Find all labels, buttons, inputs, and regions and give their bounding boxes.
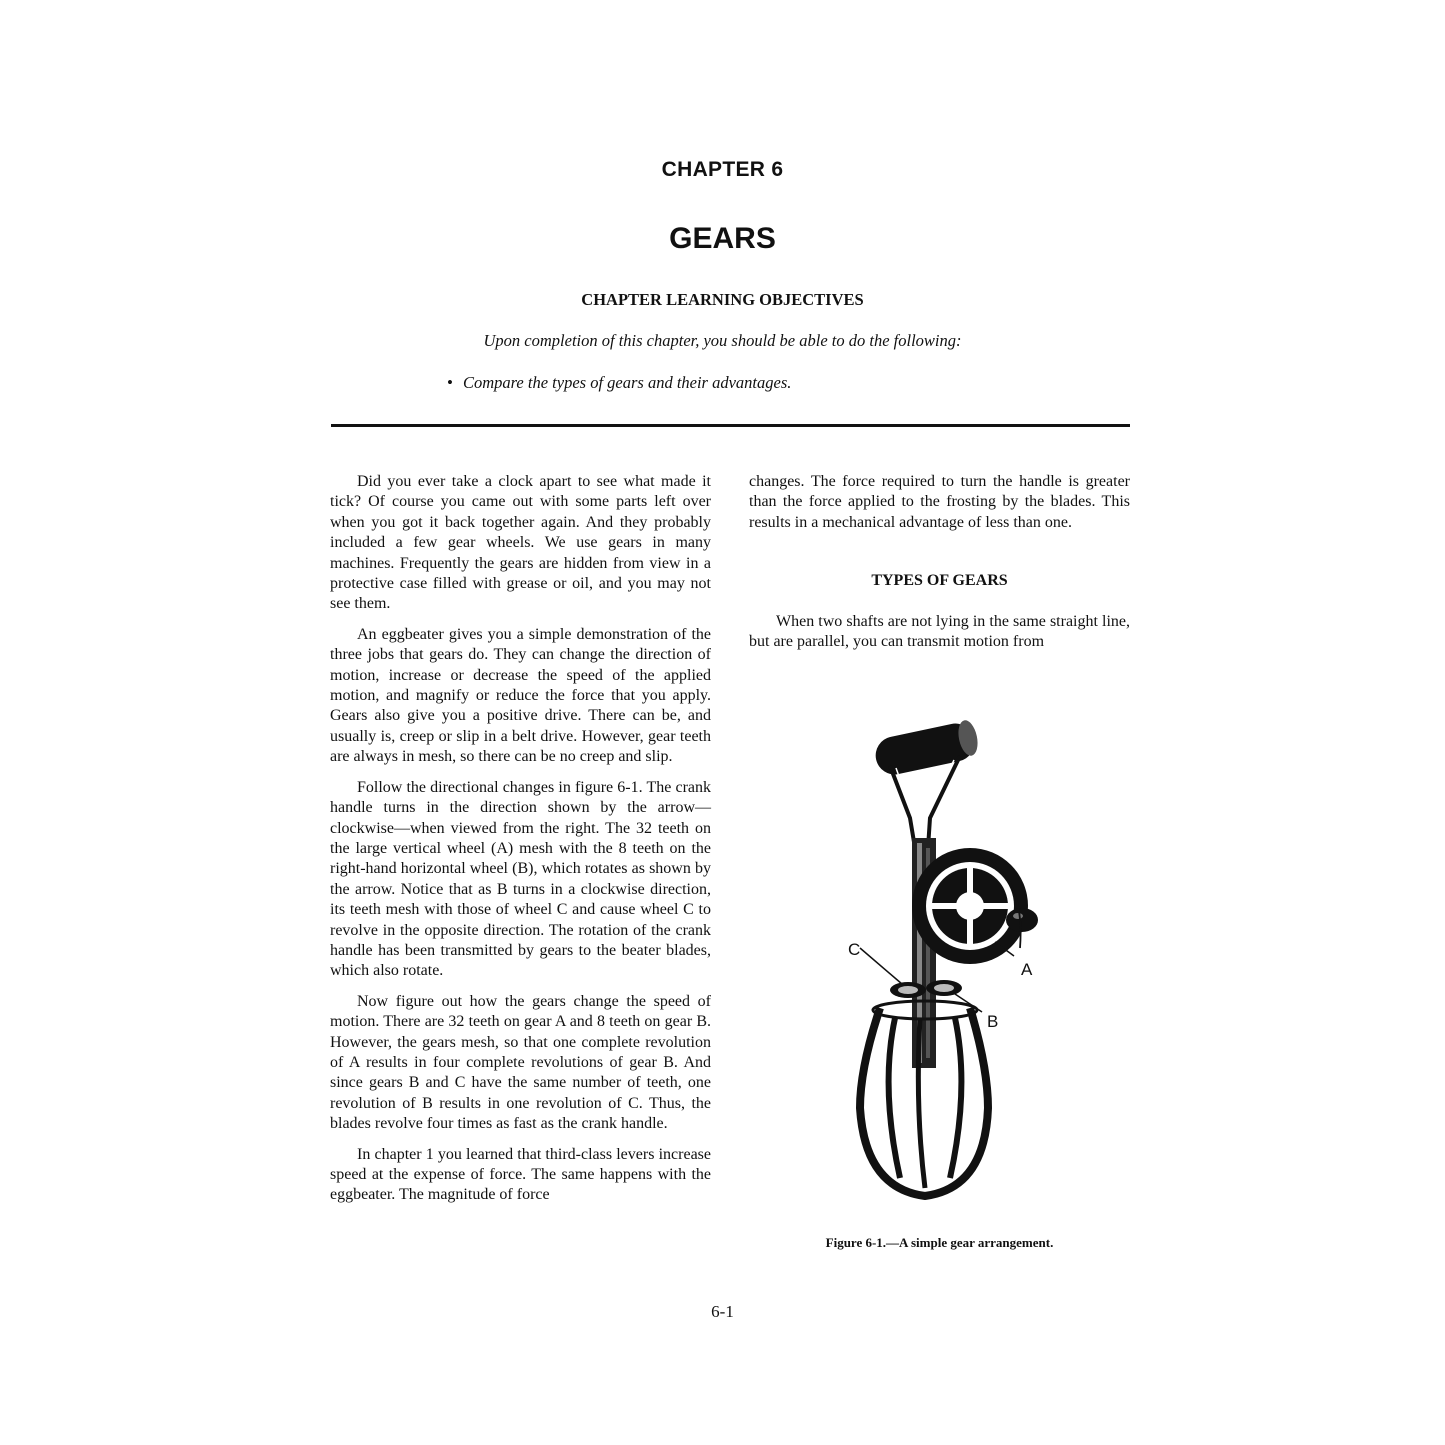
body-paragraph: Now figure out how the gears change the speed of motion. There are 32 teeth on gear A and 8 teeth on gear B. However, the gears mesh, so that one complete revolution of A results in four complete revolutions of gear B. And since gears B and C have the same number of teeth, one revolution of B results in one revolution of C. Thus, the blades revolve four times as fast as the crank handle. xyxy=(330,992,711,1133)
right-column xyxy=(749,472,1130,662)
horizontal-rule xyxy=(331,424,1130,427)
objectives-heading: CHAPTER LEARNING OBJECTIVES xyxy=(581,290,864,309)
figure-label-a: A xyxy=(1021,960,1033,979)
figure-label-c: C xyxy=(848,940,861,959)
chapter-title: GEARS xyxy=(669,222,776,255)
objective-item: • Compare the types of gears and their advantages. xyxy=(447,373,791,393)
page-number: 6-1 xyxy=(711,1302,734,1321)
left-column xyxy=(330,472,711,1216)
objectives-intro: Upon completion of this chapter, you should be able to do the following: xyxy=(483,331,962,350)
section-heading: TYPES OF GEARS xyxy=(871,572,1008,590)
body-paragraph: When two shafts are not lying in the same straight line, but are parallel, you can transmit motion from xyxy=(749,612,1130,651)
objectives-list xyxy=(447,373,791,393)
body-paragraph: Follow the directional changes in figure 6-1. The crank handle turns in the direction shown by the arrow—clockwise—when viewed from the right. The 32 teeth on the large vertical wheel (A) mesh with the 8 teeth on the right-hand horizontal wheel (B), which rotates as shown by the arrow. Notice that as B turns in a clockwise direction, its teeth mesh with those of wheel C and cause wheel C to revolve in the opposite direction. The rotation of the crank handle has been transmitted by gears to the beater blades, which also rotate. xyxy=(330,778,711,980)
body-paragraph: An eggbeater gives you a simple demonstration of the three jobs that gears do. They can change the direction of motion, increase or decrease the speed of the applied motion, and magnify or reduce the force that you apply. Gears also give you a positive drive. There can be, and usually is, creep or slip in a belt drive. However, gear teeth are always in mesh, so there can be no creep and slip. xyxy=(330,625,711,766)
figure-caption: Figure 6-1.—A simple gear arrangement. xyxy=(825,1235,1054,1250)
body-paragraph: Did you ever take a clock apart to see what made it tick? Of course you came out with some parts left over when you got it back together again. And they probably included a few gear wheels. We use gears in many machines. Frequently the gears are hidden from view in a protective case filled with grease or oil, and you may not see them. xyxy=(330,473,711,613)
figure-label-b: B xyxy=(987,1012,999,1031)
body-paragraph: In chapter 1 you learned that third-class levers increase speed at the expense of force. The same happens with the eggbeater. The magnitude of force xyxy=(330,1145,711,1204)
continued-paragraph: changes. The force required to turn the handle is greater than the force applied to the frosting by the blades. This results in a mechanical advantage of less than one. xyxy=(749,473,1130,531)
chapter-label: CHAPTER 6 xyxy=(661,158,784,181)
